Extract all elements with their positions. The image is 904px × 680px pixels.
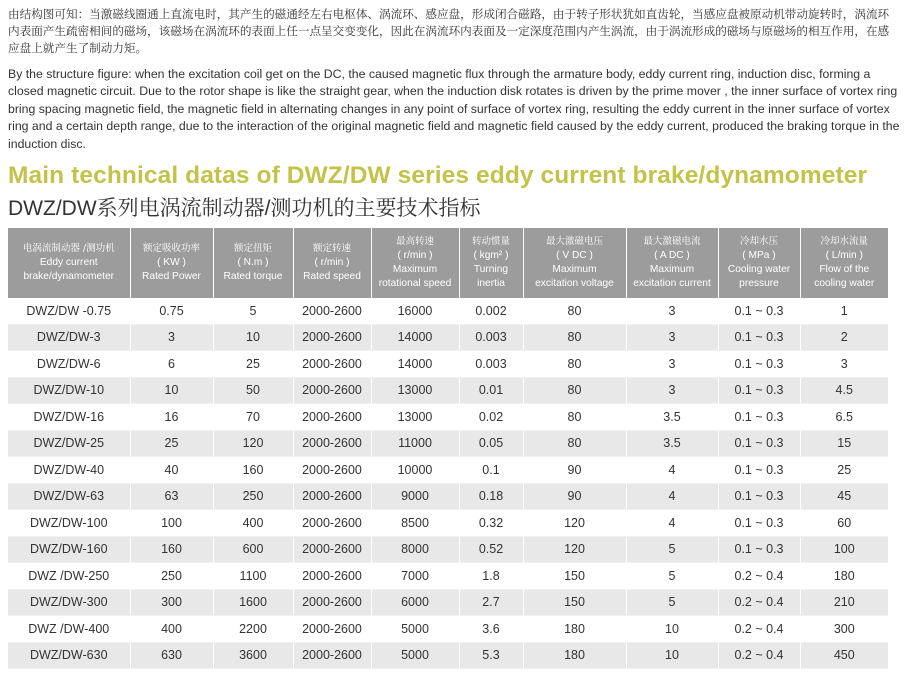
cell-max-current: 3 (626, 377, 718, 404)
cell-max-current: 3 (626, 351, 718, 378)
table-row (8, 483, 888, 510)
section-title-en: Main technical datas of DWZ/DW series eddy current brake/dynamometer (8, 162, 868, 189)
section-title-cn: DWZ/DW系列电涡流制动器/测功机的主要技术指标 (8, 197, 481, 220)
table-row (8, 298, 888, 324)
cell-max-current: 4 (626, 483, 718, 510)
cell-model: DWZ/DW -0.75 (8, 298, 130, 324)
cell-rated-power: 400 (130, 616, 213, 643)
cell-max-voltage: 80 (523, 377, 626, 404)
cell-inertia: 0.02 (459, 404, 523, 431)
cell-max-voltage: 180 (523, 642, 626, 669)
cell-water-flow: 15 (800, 430, 888, 457)
cell-max-speed: 16000 (371, 298, 459, 324)
table-row (8, 324, 888, 351)
cell-water-pressure: 0.2 ~ 0.4 (718, 589, 800, 616)
cell-max-voltage: 120 (523, 510, 626, 537)
cell-rated-power: 16 (130, 404, 213, 431)
cell-rated-torque: 600 (213, 536, 293, 563)
cell-water-pressure: 0.1 ~ 0.3 (718, 536, 800, 563)
cell-water-flow: 4.5 (800, 377, 888, 404)
cell-rated-torque: 25 (213, 351, 293, 378)
cell-water-pressure: 0.1 ~ 0.3 (718, 351, 800, 378)
cell-max-speed: 9000 (371, 483, 459, 510)
cell-model: DWZ/DW-100 (8, 510, 130, 537)
cell-water-pressure: 0.1 ~ 0.3 (718, 324, 800, 351)
cell-max-speed: 8000 (371, 536, 459, 563)
cell-max-speed: 10000 (371, 457, 459, 484)
cell-water-pressure: 0.1 ~ 0.3 (718, 377, 800, 404)
table-row (8, 536, 888, 563)
cell-water-pressure: 0.2 ~ 0.4 (718, 616, 800, 643)
cell-water-pressure: 0.2 ~ 0.4 (718, 642, 800, 669)
cell-max-voltage: 150 (523, 589, 626, 616)
cell-water-pressure: 0.1 ~ 0.3 (718, 510, 800, 537)
cell-water-flow: 210 (800, 589, 888, 616)
cell-inertia: 3.6 (459, 616, 523, 643)
cell-rated-speed: 2000-2600 (293, 430, 371, 457)
cell-model: DWZ /DW-250 (8, 563, 130, 590)
col-header-inertia: 转动惯量 ( kgm² ) Turning inertia (459, 228, 523, 298)
table-row (8, 563, 888, 590)
cell-inertia: 0.18 (459, 483, 523, 510)
cell-rated-power: 0.75 (130, 298, 213, 324)
cell-rated-power: 63 (130, 483, 213, 510)
cell-water-flow: 1 (800, 298, 888, 324)
col-header-water-flow: 冷却水流量 ( L/min ) Flow of the cooling water (800, 228, 888, 298)
table-row (8, 377, 888, 404)
cell-water-flow: 6.5 (800, 404, 888, 431)
table-row (8, 616, 888, 643)
col-header-max-speed: 最高转速 ( r/min ) Maximum rotational speed (371, 228, 459, 298)
cell-rated-torque: 2200 (213, 616, 293, 643)
cell-rated-power: 25 (130, 430, 213, 457)
cell-inertia: 0.05 (459, 430, 523, 457)
cell-rated-power: 300 (130, 589, 213, 616)
intro-paragraph-en: By the structure figure: when the excitation coil get on the DC, the caused magnetic flux through the armature body, eddy current ring, induction disc, forming a closed magnetic circuit. Due to the rotor shape is like the straight gear, when the induction disk rotates is driven by the prime mover , the inner surface of vortex ring bring spacing magnetic field, the magnetic field in alternating changes in any point of surface of vortex ring, resulting the eddy current in the inner surface of vortex ring and a certain depth range, due to the interaction of the original magnetic field and magnetic field caused by the eddy current, produced the braking torque in the induction disc. (8, 67, 900, 151)
cell-max-speed: 13000 (371, 404, 459, 431)
cell-rated-power: 630 (130, 642, 213, 669)
cell-water-flow: 100 (800, 536, 888, 563)
cell-rated-power: 160 (130, 536, 213, 563)
cell-max-current: 3 (626, 324, 718, 351)
cell-max-current: 10 (626, 642, 718, 669)
cell-max-current: 3 (626, 298, 718, 324)
cell-water-flow: 180 (800, 563, 888, 590)
cell-model: DWZ /DW-400 (8, 616, 130, 643)
cell-inertia: 0.32 (459, 510, 523, 537)
cell-max-current: 5 (626, 563, 718, 590)
cell-model: DWZ/DW-63 (8, 483, 130, 510)
cell-max-voltage: 80 (523, 351, 626, 378)
table-row (8, 430, 888, 457)
cell-max-speed: 6000 (371, 589, 459, 616)
col-header-rated-speed: 额定转速 ( r/min ) Rated speed (293, 228, 371, 298)
cell-water-pressure: 0.1 ~ 0.3 (718, 457, 800, 484)
col-header-model: 电涡流制动器 /测功机 Eddy current brake/dynamometer (8, 228, 130, 298)
cell-max-speed: 11000 (371, 430, 459, 457)
cell-water-flow: 450 (800, 642, 888, 669)
cell-model: DWZ/DW-3 (8, 324, 130, 351)
cell-max-voltage: 80 (523, 324, 626, 351)
cell-rated-speed: 2000-2600 (293, 483, 371, 510)
cell-rated-torque: 10 (213, 324, 293, 351)
cell-max-voltage: 80 (523, 404, 626, 431)
cell-max-voltage: 180 (523, 616, 626, 643)
cell-max-speed: 7000 (371, 563, 459, 590)
cell-model: DWZ/DW-16 (8, 404, 130, 431)
cell-rated-speed: 2000-2600 (293, 404, 371, 431)
table-header-row (8, 228, 888, 298)
cell-rated-speed: 2000-2600 (293, 510, 371, 537)
table-row (8, 589, 888, 616)
table-row (8, 642, 888, 669)
spec-table-body (8, 298, 888, 669)
cell-inertia: 5.3 (459, 642, 523, 669)
col-header-max-voltage: 最大激磁电压 ( V DC ) Maximum excitation voltage (523, 228, 626, 298)
cell-model: DWZ/DW-630 (8, 642, 130, 669)
cell-rated-torque: 1100 (213, 563, 293, 590)
cell-rated-power: 6 (130, 351, 213, 378)
cell-water-pressure: 0.1 ~ 0.3 (718, 298, 800, 324)
cell-rated-torque: 160 (213, 457, 293, 484)
cell-rated-torque: 1600 (213, 589, 293, 616)
cell-water-pressure: 0.2 ~ 0.4 (718, 563, 800, 590)
cell-max-voltage: 90 (523, 483, 626, 510)
cell-max-voltage: 120 (523, 536, 626, 563)
cell-rated-speed: 2000-2600 (293, 536, 371, 563)
cell-max-speed: 5000 (371, 616, 459, 643)
cell-rated-torque: 120 (213, 430, 293, 457)
cell-inertia: 0.003 (459, 324, 523, 351)
table-row (8, 404, 888, 431)
cell-max-current: 5 (626, 536, 718, 563)
cell-water-flow: 2 (800, 324, 888, 351)
cell-rated-power: 250 (130, 563, 213, 590)
cell-water-flow: 25 (800, 457, 888, 484)
cell-inertia: 0.01 (459, 377, 523, 404)
cell-rated-speed: 2000-2600 (293, 377, 371, 404)
cell-model: DWZ/DW-40 (8, 457, 130, 484)
cell-rated-speed: 2000-2600 (293, 324, 371, 351)
cell-inertia: 0.003 (459, 351, 523, 378)
cell-max-current: 4 (626, 457, 718, 484)
cell-inertia: 1.8 (459, 563, 523, 590)
cell-max-current: 3.5 (626, 430, 718, 457)
table-row (8, 351, 888, 378)
col-header-max-current: 最大激磁电流 ( A DC ) Maximum excitation current (626, 228, 718, 298)
cell-rated-power: 3 (130, 324, 213, 351)
cell-rated-speed: 2000-2600 (293, 563, 371, 590)
cell-inertia: 0.002 (459, 298, 523, 324)
cell-max-speed: 14000 (371, 351, 459, 378)
cell-max-voltage: 150 (523, 563, 626, 590)
cell-max-speed: 14000 (371, 324, 459, 351)
cell-model: DWZ/DW-300 (8, 589, 130, 616)
cell-rated-power: 10 (130, 377, 213, 404)
cell-max-speed: 8500 (371, 510, 459, 537)
table-row (8, 457, 888, 484)
cell-inertia: 0.1 (459, 457, 523, 484)
cell-inertia: 2.7 (459, 589, 523, 616)
cell-rated-speed: 2000-2600 (293, 589, 371, 616)
cell-rated-speed: 2000-2600 (293, 351, 371, 378)
cell-inertia: 0.52 (459, 536, 523, 563)
cell-max-voltage: 80 (523, 298, 626, 324)
cell-water-pressure: 0.1 ~ 0.3 (718, 430, 800, 457)
cell-max-speed: 13000 (371, 377, 459, 404)
cell-rated-torque: 3600 (213, 642, 293, 669)
cell-rated-speed: 2000-2600 (293, 298, 371, 324)
cell-water-pressure: 0.1 ~ 0.3 (718, 404, 800, 431)
cell-water-flow: 3 (800, 351, 888, 378)
cell-model: DWZ/DW-10 (8, 377, 130, 404)
col-header-water-pressure: 冷却水压 ( MPa ) Cooling water pressure (718, 228, 800, 298)
cell-model: DWZ/DW-6 (8, 351, 130, 378)
cell-model: DWZ/DW-160 (8, 536, 130, 563)
cell-max-current: 3.5 (626, 404, 718, 431)
cell-rated-speed: 2000-2600 (293, 457, 371, 484)
col-header-rated-power: 额定吸收功率 ( KW ) Rated Power (130, 228, 213, 298)
cell-max-current: 4 (626, 510, 718, 537)
cell-rated-torque: 400 (213, 510, 293, 537)
cell-water-flow: 300 (800, 616, 888, 643)
col-header-rated-torque: 额定扭矩 ( N.m ) Rated torque (213, 228, 293, 298)
cell-water-flow: 45 (800, 483, 888, 510)
cell-rated-torque: 5 (213, 298, 293, 324)
cell-max-current: 10 (626, 616, 718, 643)
cell-rated-power: 100 (130, 510, 213, 537)
cell-rated-torque: 70 (213, 404, 293, 431)
cell-max-speed: 5000 (371, 642, 459, 669)
cell-rated-power: 40 (130, 457, 213, 484)
cell-model: DWZ/DW-25 (8, 430, 130, 457)
intro-paragraph-cn: 由结构图可知：当激磁线圈通上直流电时，其产生的磁通经左右电枢体、涡流环、感应盘，形成闭合磁路，由于转子形状犹如直齿轮，当感应盘被原动机带动旋转时，涡流环内表面产生疏密相间的磁场，该磁场在涡流环的表面上任一点呈交变变化，因此在涡流环内表面及一定深度范围内产生涡流，由于涡流形成的磁场与原磁场的相互作用，在感应盘上就产生了制动力矩。 (8, 7, 890, 55)
spec-table (8, 228, 888, 669)
cell-rated-torque: 250 (213, 483, 293, 510)
cell-max-current: 5 (626, 589, 718, 616)
cell-max-voltage: 90 (523, 457, 626, 484)
cell-rated-torque: 50 (213, 377, 293, 404)
cell-water-flow: 60 (800, 510, 888, 537)
cell-max-voltage: 80 (523, 430, 626, 457)
cell-rated-speed: 2000-2600 (293, 642, 371, 669)
cell-water-pressure: 0.1 ~ 0.3 (718, 483, 800, 510)
cell-rated-speed: 2000-2600 (293, 616, 371, 643)
table-row (8, 510, 888, 537)
